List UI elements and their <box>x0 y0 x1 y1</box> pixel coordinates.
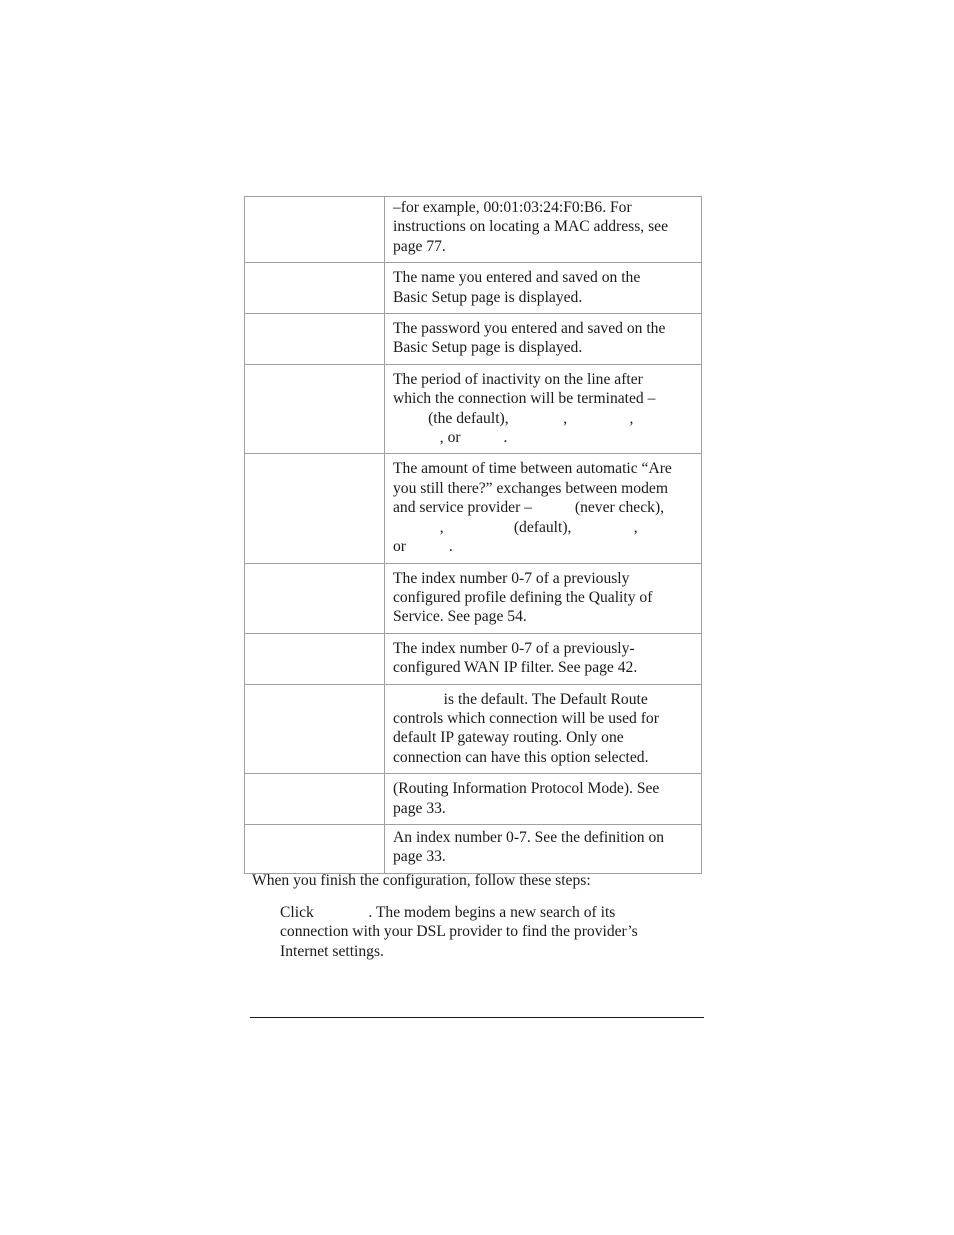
description-line: Basic Setup page is displayed. <box>393 339 583 357</box>
description-line: controls which connection will be used for <box>393 709 659 727</box>
description-line: instructions on locating a MAC address, see <box>393 218 669 236</box>
description-cell <box>385 454 702 563</box>
table-row <box>245 364 702 454</box>
description-line: default IP gateway routing. Only one <box>393 729 624 747</box>
description-cell <box>385 633 702 684</box>
description-line: (the default), , , <box>393 409 634 427</box>
description-line: The amount of time between automatic “Are <box>393 460 672 478</box>
description-line: page 77. <box>393 237 446 255</box>
table-row <box>245 454 702 563</box>
term-cell <box>245 684 385 774</box>
description-cell <box>385 197 702 263</box>
description-line: is the default. The Default Route <box>393 690 648 708</box>
description-line: or . <box>393 538 453 556</box>
term-cell <box>245 454 385 563</box>
table-row <box>245 563 702 633</box>
description-line: connection can have this option selected. <box>393 748 649 766</box>
description-cell <box>385 563 702 633</box>
description-line: which the connection will be terminated – <box>393 390 656 408</box>
description-line: The index number 0-7 of a previously <box>393 569 630 587</box>
definition-table <box>244 196 702 874</box>
step-1-line: Internet settings. <box>280 942 384 960</box>
description-line: Service. See page 54. <box>393 608 527 626</box>
description-line: page 33. <box>393 848 446 866</box>
description-line: page 33. <box>393 799 446 817</box>
description-cell <box>385 364 702 454</box>
description-cell <box>385 263 702 314</box>
term-cell <box>245 263 385 314</box>
description-line: The name you entered and saved on the <box>393 269 641 287</box>
description-cell <box>385 684 702 774</box>
description-line: , (default), , <box>393 518 638 536</box>
description-line: configured WAN IP filter. See page 42. <box>393 659 638 677</box>
term-cell <box>245 774 385 825</box>
description-line: –for example, 00:01:03:24:F0:B6. For <box>393 199 632 216</box>
term-cell <box>245 314 385 365</box>
term-cell <box>245 824 385 873</box>
description-line: Basic Setup page is displayed. <box>393 288 583 306</box>
description-line: The password you entered and saved on the <box>393 320 666 338</box>
description-line: you still there?” exchanges between modem <box>393 479 668 497</box>
footer-rule <box>250 1017 704 1018</box>
description-line: The period of inactivity on the line after <box>393 370 643 388</box>
term-cell <box>245 197 385 263</box>
description-line: and service provider – (never check), <box>393 499 665 517</box>
table-row <box>245 774 702 825</box>
step-1-line: connection with your DSL provider to find the provider’s <box>280 923 638 941</box>
description-cell <box>385 824 702 873</box>
term-cell <box>245 633 385 684</box>
description-cell <box>385 774 702 825</box>
table-row <box>245 263 702 314</box>
description-cell <box>385 314 702 365</box>
step-1 <box>280 903 700 961</box>
description-line: , or . <box>393 429 508 447</box>
instructions-intro: When you finish the configuration, follow these steps: <box>252 872 591 889</box>
step-1-line: Click . The modem begins a new search of its <box>280 904 616 921</box>
term-cell <box>245 364 385 454</box>
description-line: The index number 0-7 of a previously- <box>393 639 635 657</box>
table-row <box>245 197 702 263</box>
table-row <box>245 684 702 774</box>
description-line: configured profile defining the Quality of <box>393 588 653 606</box>
table-row <box>245 314 702 365</box>
table-row <box>245 633 702 684</box>
table-row <box>245 824 702 873</box>
term-cell <box>245 563 385 633</box>
description-line: An index number 0-7. See the definition on <box>393 828 665 846</box>
description-line: (Routing Information Protocol Mode). See <box>393 780 660 798</box>
